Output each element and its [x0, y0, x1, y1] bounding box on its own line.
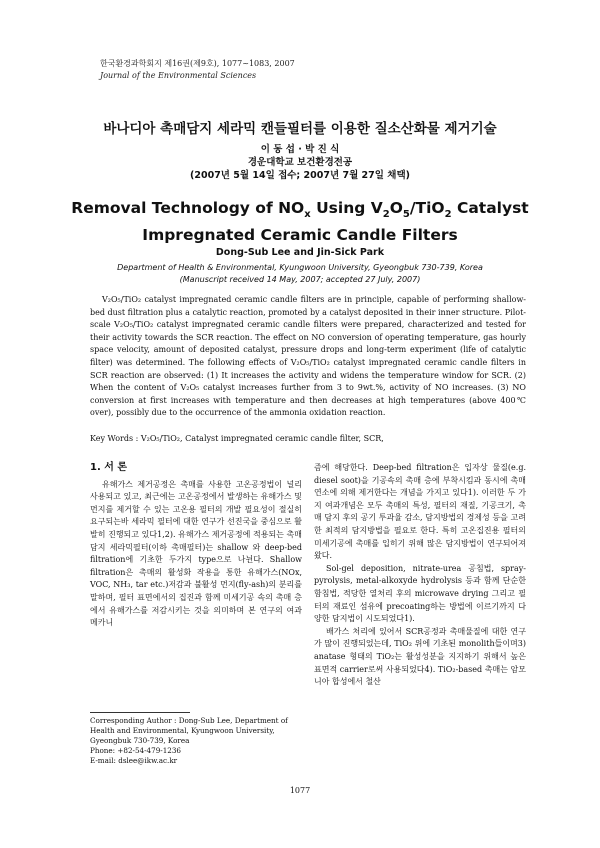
page-number: 1077: [289, 786, 311, 795]
manuscript-dates-english: (Manuscript received 14 May, 2007; accepted 27 July, 2007): [179, 275, 421, 284]
title-en-subscript: x: [304, 209, 311, 221]
title-en-subscript: 5: [402, 209, 410, 221]
authors-english: Dong-Sub Lee and Jin-Sick Park: [215, 247, 385, 258]
title-en-part: Using V: [310, 199, 383, 217]
dates-korean: (2007년 5월 14일 접수; 2007년 7월 27일 채택): [190, 170, 410, 181]
journal-name-en: Journal of the Environmental Sciences: [100, 71, 257, 80]
title-english: [0, 198, 600, 245]
authors-korean-block: [0, 143, 600, 182]
corresponding-author: Corresponding Author : Dong-Sub Lee, Department of Health and Environmental, Kyungwoon University, Gyeongbuk 730-739, Korea: [90, 716, 288, 745]
title-en-part: O: [389, 199, 403, 217]
title-en-part: /TiO: [409, 199, 445, 217]
corresponding-author-footnote: [90, 716, 302, 766]
section-heading-introduction: 1. 서 론: [90, 462, 128, 473]
right-column: [314, 462, 526, 689]
title-en-subscript: 2: [444, 209, 452, 221]
title-en-part: Removal Technology of NO: [71, 199, 305, 217]
left-column: [90, 462, 302, 630]
affiliation-english: Department of Health & Environmental, Kyungwoon University, Gyeongbuk 730-739, Korea: [117, 263, 483, 272]
journal-header: [100, 58, 295, 82]
journal-citation-kr: 한국환경과학회지 제16권(제9호), 1077~1083, 2007: [100, 59, 295, 68]
title-english-line2: Impregnated Ceramic Candle Filters: [142, 226, 458, 245]
author-phone: Phone: +82-54-479-1236: [90, 746, 181, 755]
authors-korean: 이 동 섭 · 박 진 식: [260, 144, 340, 155]
title-english-line1: [0, 198, 600, 225]
author-email: E-mail: dslee@ikw.ac.kr: [90, 756, 178, 765]
body-paragraph: 배가스 처리에 있어서 SCR공정과 촉매물질에 대한 연구가 많이 진행되었는데, TiO₂ 위에 기초된 monolith들이며3) anatase 형태의 TiO₂는 활성성분을 지지하기 위해서 높은 표면적 carrier로써 사용되었다4). TiO₂-based 촉매는 암모니아 합성에서 철산: [314, 626, 526, 687]
title-korean: 바나디아 촉매담지 세라믹 캔들필터를 이용한 질소산화물 제거기술: [103, 121, 497, 137]
body-paragraph: 즘에 해당한다. Deep-bed filtration은 입자상 물질(e.g. diesel soot)을 기공속의 촉매 층에 부착시킴과 동시에 촉매 연소에 의해 제거한다는 개념을 가지고 있다1). 이러한 두 가지 여과개념은 모두 촉매의 특성, 필터의 재질, 기공크기, 촉매 담지 후의 공기 투과율 감소, 담지방법의 경제성 등을 고려한 최적의 담지방법을 필요로 한다. 특히 고온집진용 필터의 미세기공에 촉매를 입히기 위해 많은 담지방법이 연구되어져 왔다.: [314, 463, 526, 561]
body-paragraph: 유해가스 제거공정은 촉매를 사용한 고온공정법이 널리 사용되고 있고, 최근에는 고온공정에서 발생하는 유해가스 및 먼지를 제거할 수 있는 고온용 필터의 개발 필요성이 절실히 요구되는바 세라믹 필터에 대한 연구가 선진국을 중심으로 활발히 진행되고 있다1,2). 유해가스 제거공정에 적용되는 촉매 담지 세라믹필터(이하 촉매필터)는 shallow 와 deep-bed filtration에 기초한 두가지 type으로 나뉜다. Shallow filtration은 촉매의 활성화 작용을 통한 유해가스(NOx, VOC, NH₃, tar etc.)저감과 불활성 먼지(fly-ash)의 분리를 말하며, 필터 표면에서의 집진과 함께 미세기공 속의 촉매 층에서 유해가스를 저감시키는 것을 의미하며 본 연구의 여과 메카니: [90, 479, 302, 628]
keywords: Key Words : V₂O₅/TiO₂, Catalyst impregnated ceramic candle filter, SCR,: [90, 434, 384, 443]
title-en-subscript: 2: [382, 209, 390, 221]
title-en-part: Catalyst: [451, 199, 529, 217]
footnote-divider: [90, 712, 190, 713]
affiliation-english-block: [0, 262, 600, 286]
body-paragraph: Sol-gel deposition, nitrate-urea 공침법, spray-pyrolysis, metal-alkoxyde hydrolysis 등과 함께 단순한 함침법, 적당한 열처리 후의 microwave drying 그리고 필터의 재료인 섬유에 precoating하는 방법에 이르기까지 다양한 담지법이 시도되었다1).: [314, 563, 526, 624]
affiliation-korean: 경운대학교 보건환경전공: [247, 157, 353, 168]
abstract: V₂O₅/TiO₂ catalyst impregnated ceramic candle filters are in principle, capable of performing shallow-bed dust filtration plus a catalytic reaction, promoted by a catalyst deposited in their inner structure. Pilot-scale V₂O₅/TiO₂ catalyst impregnated ceramic candle filters were prepared, characterized and tested for their activity towards the SCR reaction. The effect on NO conversion of operating temperature, gas hourly space velocity, amount of deposited catalyst, pressure drops and long-term experiment (life of catalytic filter) was determined. The following effects of V₂O₅/TiO₂ catalyst impregnated ceramic candle filters in SCR reaction are observed: (1) It increases the activity and widens the temperature window for SCR. (2) When the content of V₂O₅ catalyst increases further from 3 to 9wt.%, activity of NO increases. (3) NO conversion at first increases with temperature and then decreases at high temperatures (above 400℃ over), possibly due to the occurrence of the ammonia oxidation reaction.: [90, 295, 526, 418]
